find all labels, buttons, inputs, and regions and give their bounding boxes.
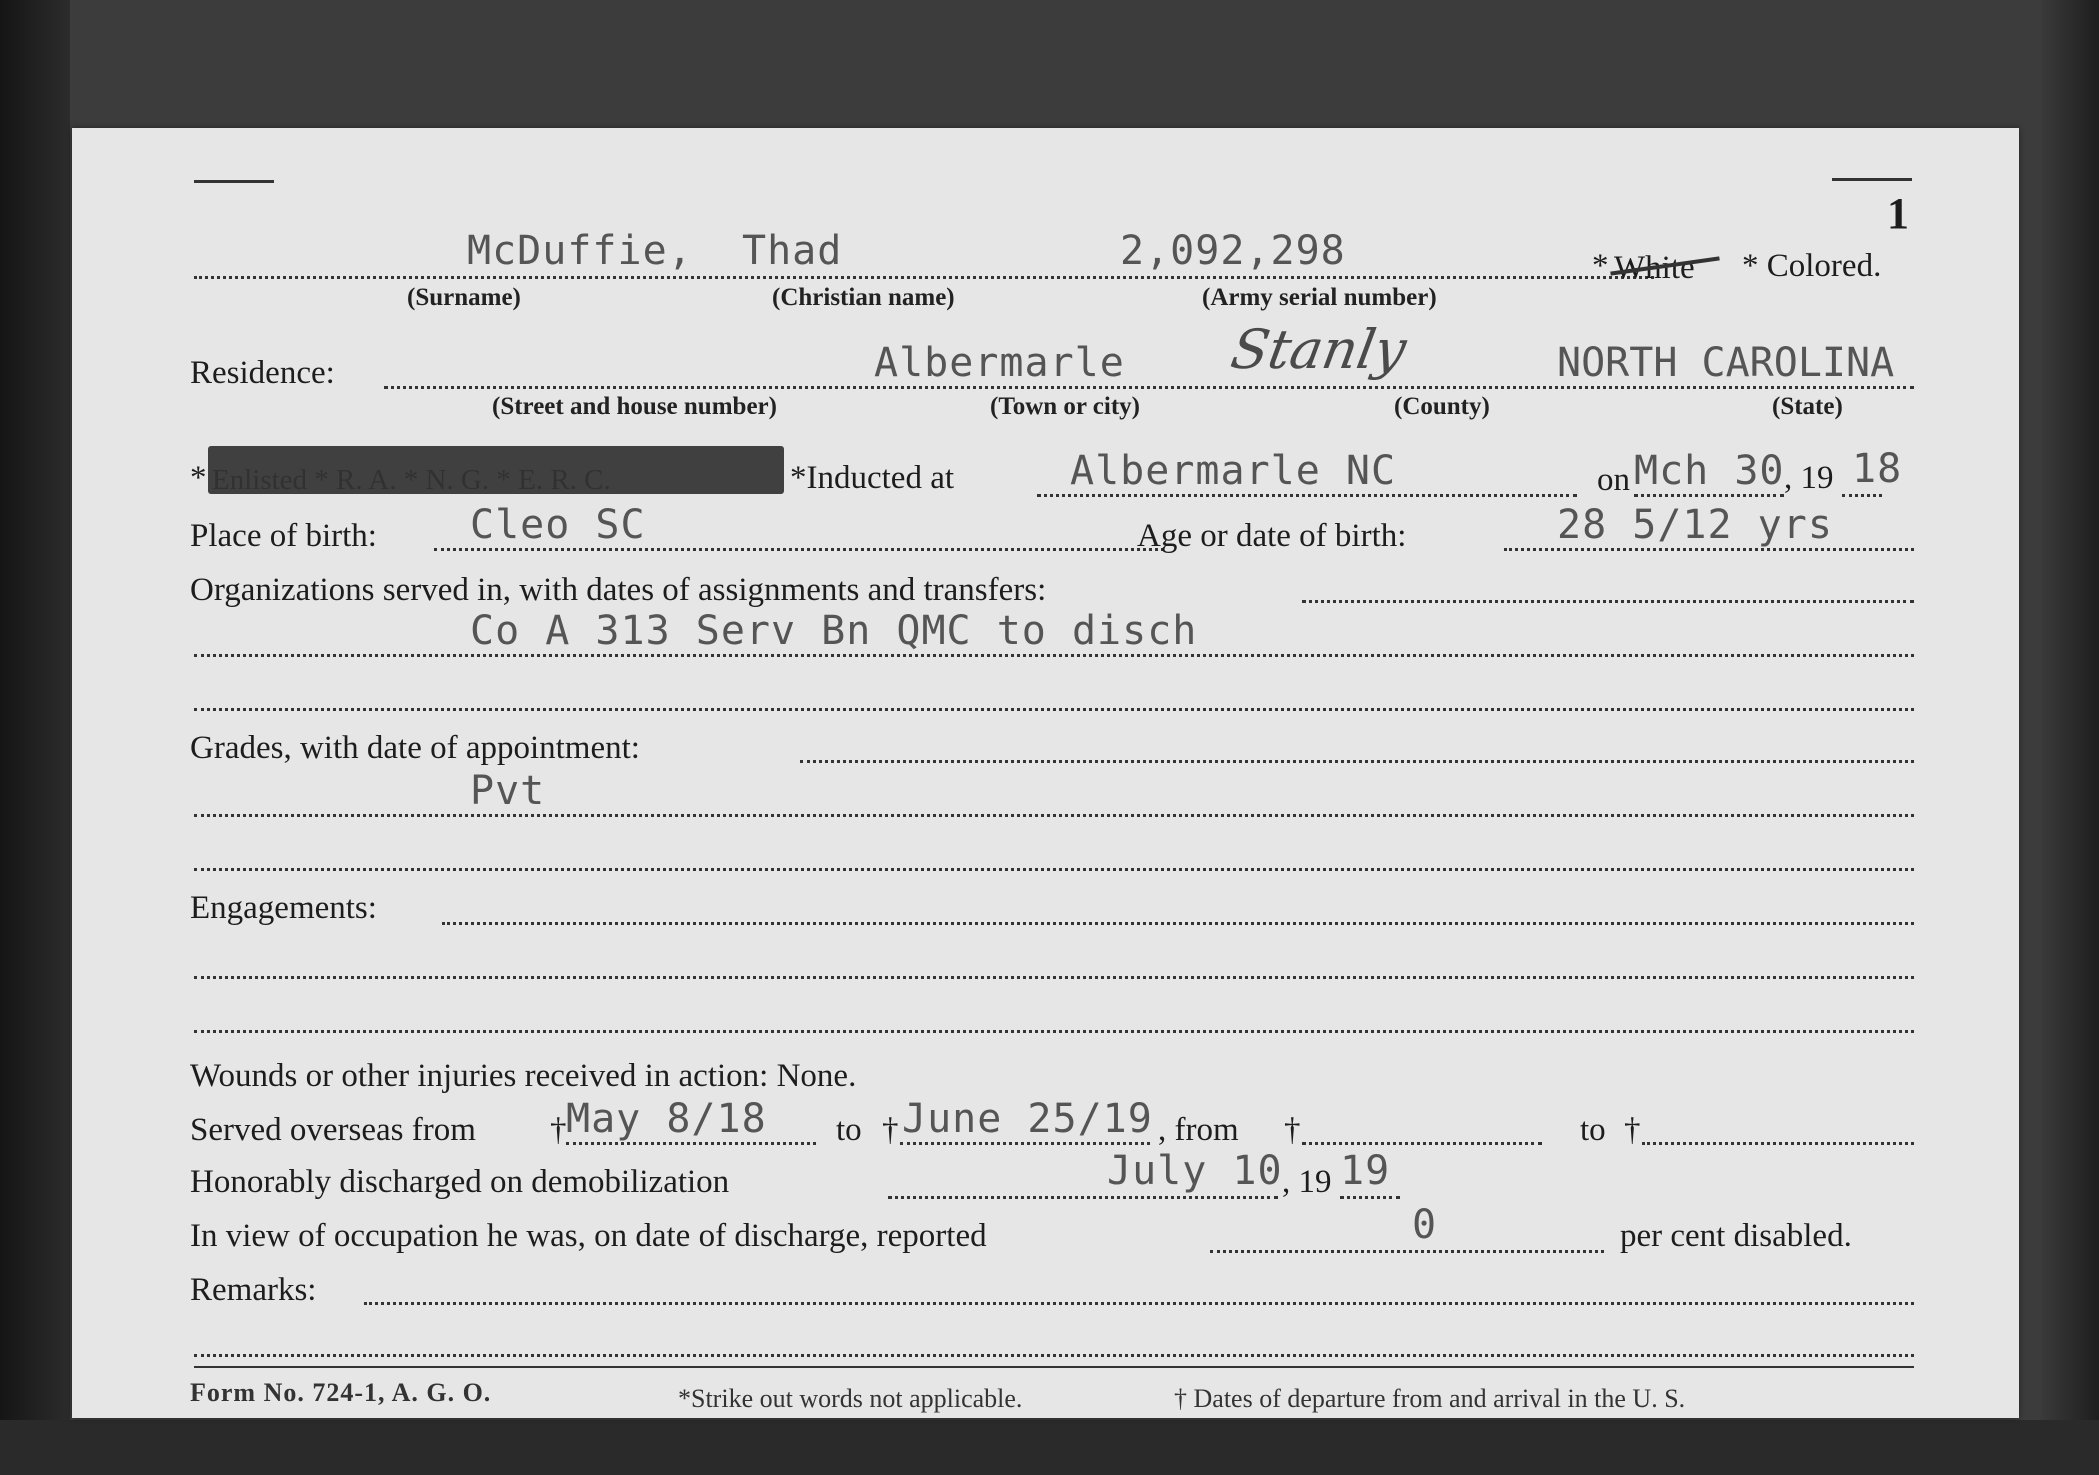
disabled-line [1210, 1250, 1604, 1253]
organizations-line-2 [194, 654, 1914, 657]
grades-label: Grades, with date of appointment: [190, 730, 640, 766]
overseas-to-label: to [836, 1112, 862, 1148]
place-of-birth-line [434, 548, 1164, 551]
overseas-from-line [566, 1142, 816, 1145]
state-caption: (State) [1772, 393, 1843, 420]
surname-caption: (Surname) [407, 284, 521, 311]
engagements-line-2 [194, 976, 1914, 979]
residence-county-handwritten: Stanly [1226, 318, 1412, 381]
second-to-line [1642, 1142, 1914, 1145]
disabled-percent-value: 0 [1412, 1202, 1438, 1248]
race-white-struck: White [1614, 250, 1695, 286]
residence-state-value: NORTH CAROLINA [1557, 340, 1895, 386]
grade-value: Pvt [470, 768, 546, 814]
served-overseas-label: Served overseas from [190, 1112, 476, 1148]
scan-border-bottom [0, 1420, 2099, 1475]
discharge-date-line [888, 1196, 1278, 1199]
remarks-line-2 [194, 1354, 1914, 1357]
discharge-year-line [1340, 1196, 1400, 1199]
inducted-date-line [1634, 494, 1784, 497]
organizations-label: Organizations served in, with dates of assignments and transfers: [190, 572, 1047, 608]
organizations-line-3 [194, 708, 1914, 711]
surname-value: McDuffie, [467, 228, 693, 274]
street-caption: (Street and house number) [492, 393, 777, 420]
discharge-year-value: 19 [1340, 1148, 1391, 1194]
race-colored: * Colored. [1742, 248, 1882, 284]
remarks-label: Remarks: [190, 1272, 317, 1308]
scan-border-right [2041, 0, 2099, 1475]
organizations-line-1 [1302, 600, 1914, 603]
dates-note: † Dates of departure from and arrival in the U. S. [1174, 1384, 1686, 1413]
second-from-line [1302, 1142, 1542, 1145]
overseas-from-value: May 8/18 [566, 1096, 767, 1142]
form-number: Form No. 724-1, A. G. O. [190, 1378, 492, 1407]
second-to-dagger: † [1624, 1112, 1641, 1148]
on-label: on [1597, 462, 1630, 498]
scan-border-left [0, 0, 70, 1475]
inducted-at-value: Albermarle NC [1070, 448, 1397, 494]
discharge-date-value: July 10 [1107, 1148, 1283, 1194]
overseas-to-dagger: † [882, 1112, 899, 1148]
inducted-year-line [1842, 494, 1882, 497]
enlisted-strikeout-block [208, 446, 784, 494]
age-line [1504, 548, 1914, 551]
race-star: * [1592, 248, 1609, 284]
county-caption: (County) [1394, 393, 1490, 420]
grades-line-1 [800, 760, 1914, 763]
inducted-line [1037, 494, 1577, 497]
discharged-label: Honorably discharged on demobilization [190, 1164, 730, 1200]
inducted-label: *Inducted at [790, 460, 955, 496]
residence-line [384, 386, 1914, 389]
organizations-value: Co A 313 Serv Bn QMC to disch [470, 608, 1198, 654]
footer-rule [194, 1366, 1914, 1368]
disabled-label: per cent disabled. [1620, 1218, 1852, 1254]
service-record-card [72, 128, 2019, 1418]
card-number: 1 [1887, 189, 1909, 238]
second-from-dagger: † [1284, 1112, 1301, 1148]
second-to-label: to [1580, 1112, 1606, 1148]
overseas-to-line [900, 1142, 1150, 1145]
christian-name-value: Thad [742, 228, 843, 274]
wounds-text: Wounds or other injuries received in action: None. [190, 1058, 857, 1094]
place-of-birth-value: Cleo SC [470, 502, 646, 548]
second-from-label: , from [1158, 1112, 1239, 1148]
engagements-label: Engagements: [190, 890, 377, 926]
enlisted-star: * [190, 460, 207, 496]
engagements-line-3 [194, 1030, 1914, 1033]
top-left-rule [194, 180, 274, 183]
town-caption: (Town or city) [990, 393, 1140, 420]
inducted-on-value: Mch 30 [1634, 448, 1785, 494]
serial-number-value: 2,092,298 [1120, 228, 1346, 274]
engagements-line-1 [442, 922, 1914, 925]
remarks-line-1 [364, 1302, 1914, 1305]
year-prefix: , 19 [1784, 460, 1834, 496]
serial-number-caption: (Army serial number) [1202, 284, 1437, 311]
place-of-birth-label: Place of birth: [190, 518, 377, 554]
grades-line-3 [194, 868, 1914, 871]
inducted-year-value: 18 [1852, 446, 1903, 492]
overseas-to-value: June 25/19 [902, 1096, 1153, 1142]
top-right-rule [1832, 178, 1912, 181]
strike-note: *Strike out words not applicable. [678, 1384, 1023, 1413]
name-line [194, 276, 1654, 279]
discharge-year-prefix: , 19 [1282, 1164, 1332, 1200]
residence-town-value: Albermarle [874, 340, 1125, 386]
age-label: Age or date of birth: [1137, 518, 1407, 554]
occupation-label: In view of occupation he was, on date of discharge, reported [190, 1218, 987, 1254]
christian-name-caption: (Christian name) [772, 284, 955, 311]
grades-line-2 [194, 814, 1914, 817]
residence-label: Residence: [190, 355, 335, 391]
age-value: 28 5/12 yrs [1557, 502, 1833, 548]
overseas-from-dagger: † [550, 1112, 567, 1148]
